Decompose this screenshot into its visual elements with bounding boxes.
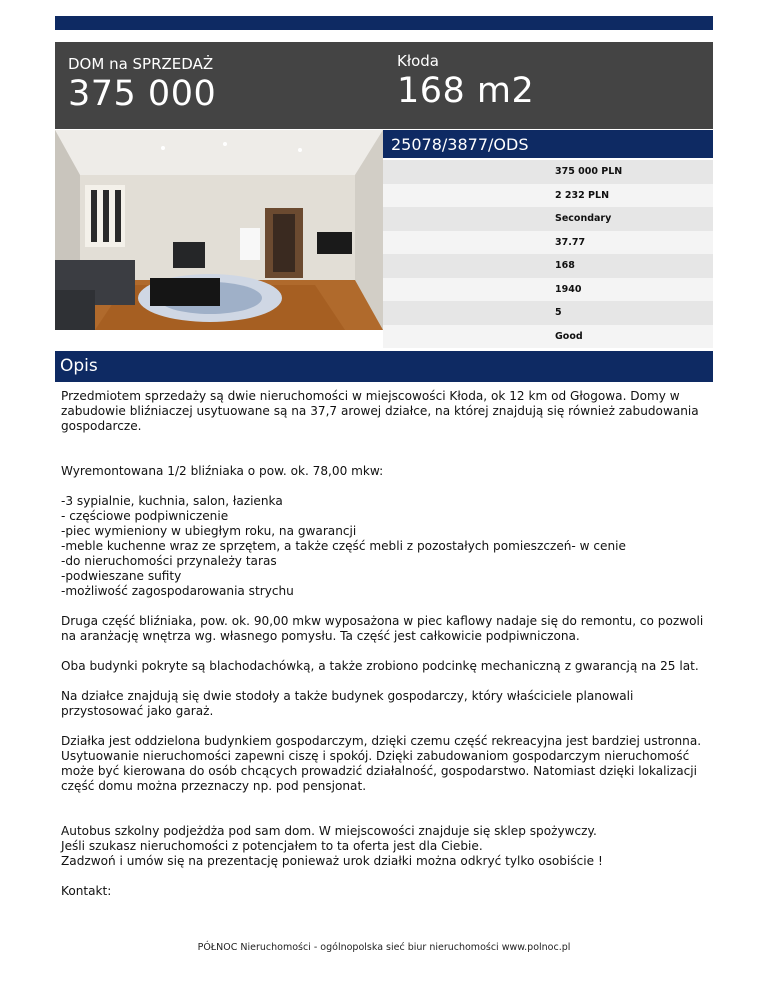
price-block (68, 55, 216, 115)
detail-row: Secondary (383, 207, 713, 231)
detail-row: Good (383, 325, 713, 349)
detail-row: 375 000 PLN (383, 160, 713, 184)
description-paragraph: Na działce znajdują się dwie stodoły a także budynek gospodarczy, który właściciele planowali przystosować jako garaż. (61, 689, 634, 718)
details-table (383, 160, 713, 348)
description-paragraph: Wyremontowana 1/2 bliźniaka o pow. ok. 78,00 mkw: (61, 464, 384, 478)
footer: PÓŁNOC Nieruchomości - ogólnopolska sieć biur nieruchomości www.polnoc.pl (197, 942, 571, 953)
location-block (397, 52, 534, 112)
description-paragraph: Autobus szkolny podjeżdża pod sam dom. W miejscowości znajduje się sklep spożywczy. Jeśli szukasz nieruchomości z potencjałem to ta oferta jest dla Ciebie. Zadzwoń i umów się na prezentację ponieważ urok działki można odkryć tylko osobiście ! (61, 824, 603, 868)
detail-row: 37.77 (383, 231, 713, 255)
description (61, 389, 711, 914)
description-paragraph: Działka jest oddzielona budynkiem gospodarczym, dzięki czemu część rekreacyjna jest bardziej ustronna. Usytuowanie nieruchomości zapewni ciszę i spokój. Dzięki zabudowaniom gospodarczym nieruchomość może być kierowana do osób chcących prowadzić działalność, gospodarstwo. Natomiast dzięki lokalizacji część domu można przeznaczy np. pod pensjonat. (61, 734, 702, 793)
listing-area: 168 m2 (397, 71, 535, 111)
listing-header (55, 42, 713, 129)
description-paragraph: Przedmiotem sprzedaży są dwie nieruchomości w miejscowości Kłoda, ok 12 km od Głogowa. Domy w zabudowie bliźniaczej usytuowane są na 37,7 arowej działce, na której znajdują się również zabudowania gospodarcze. (61, 389, 699, 433)
listing-price: 375 000 (68, 74, 217, 114)
listing-type: DOM na SPRZEDAŻ (68, 55, 214, 73)
description-paragraph: Druga część bliźniaka, pow. ok. 90,00 mkw wyposażona w piec kaflowy nadaje się do remontu, co pozwoli na aranżację wnętrza wg. własnego pomysłu. Ta część jest całkowicie podpiwniczona. (61, 614, 704, 643)
detail-row: 5 (383, 301, 713, 325)
contact-label: Kontakt: (61, 884, 112, 898)
reference-number: 25078/3877/ODS (383, 130, 713, 158)
top-accent-bar (55, 16, 713, 30)
listing-city: Kłoda (397, 52, 439, 70)
detail-row: 1940 (383, 278, 713, 302)
description-paragraph: Oba budynki pokryte są blachodachówką, a także zrobiono podcinkę mechaniczną z gwarancją na 25 lat. (61, 659, 699, 673)
detail-row: 168 (383, 254, 713, 278)
property-photo (55, 130, 383, 330)
detail-row: 2 232 PLN (383, 184, 713, 208)
section-title: Opis (55, 351, 713, 382)
description-paragraph: -3 sypialnie, kuchnia, salon, łazienka - częściowe podpiwniczenie -piec wymieniony w ubiegłym roku, na gwarancji -meble kuchenne wraz ze sprzętem, a także część mebli z pozostałych pomieszczeń- w cenie -do nieruchomości przynależy taras -podwieszane sufity -możliwość zagospodarowania strychu (61, 494, 626, 598)
